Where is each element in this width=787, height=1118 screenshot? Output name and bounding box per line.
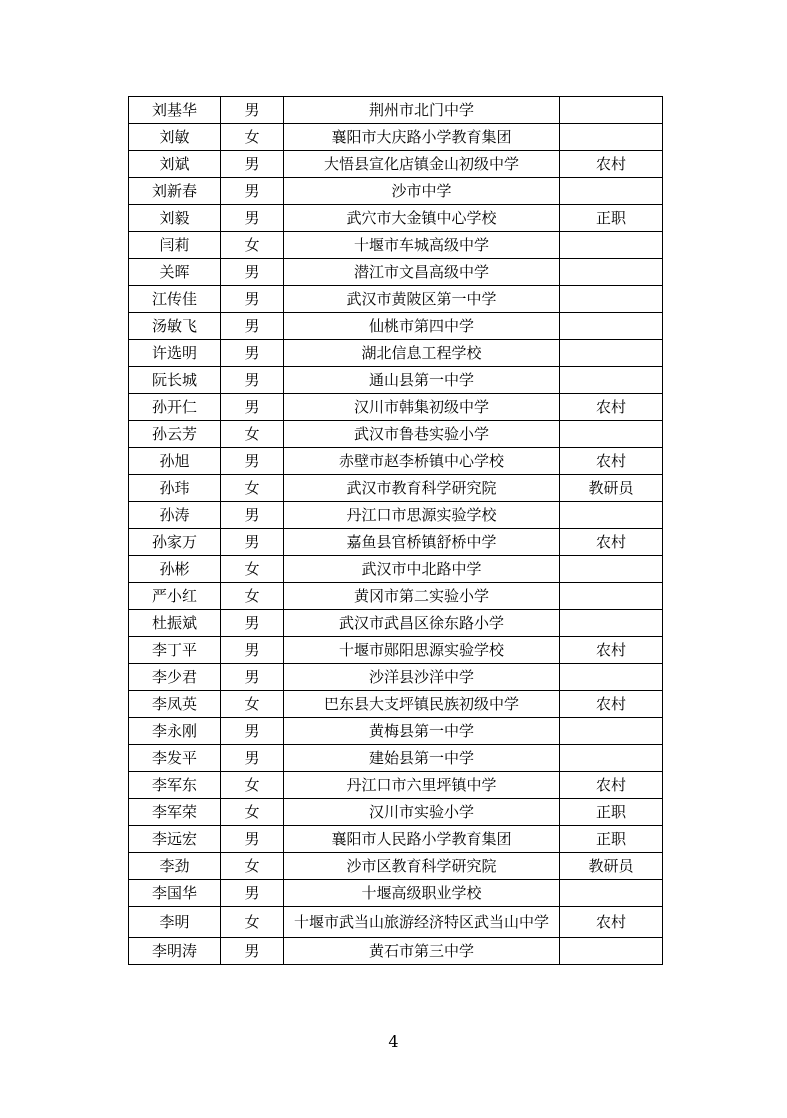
table-row <box>129 745 663 772</box>
table-row <box>129 691 663 718</box>
gender-cell: 男 <box>221 637 284 664</box>
gender-cell: 女 <box>221 421 284 448</box>
note-cell <box>560 232 663 259</box>
school-cell: 武汉市武昌区徐东路小学 <box>284 610 560 637</box>
gender-cell: 男 <box>221 664 284 691</box>
name-cell: 李国华 <box>129 880 221 907</box>
table-row <box>129 637 663 664</box>
gender-cell: 女 <box>221 124 284 151</box>
note-cell <box>560 938 663 965</box>
school-cell: 武汉市教育科学研究院 <box>284 475 560 502</box>
gender-cell: 男 <box>221 448 284 475</box>
gender-cell: 男 <box>221 938 284 965</box>
note-cell <box>560 502 663 529</box>
note-cell <box>560 745 663 772</box>
school-cell: 汉川市实验小学 <box>284 799 560 826</box>
note-cell <box>560 880 663 907</box>
gender-cell: 男 <box>221 151 284 178</box>
table-row <box>129 664 663 691</box>
note-cell: 正职 <box>560 799 663 826</box>
name-cell: 李永刚 <box>129 718 221 745</box>
table-row <box>129 938 663 965</box>
school-cell: 潜江市文昌高级中学 <box>284 259 560 286</box>
name-cell: 李远宏 <box>129 826 221 853</box>
gender-cell: 男 <box>221 718 284 745</box>
note-cell: 农村 <box>560 691 663 718</box>
name-cell: 李明涛 <box>129 938 221 965</box>
roster-body <box>129 97 663 965</box>
school-cell: 黄石市第三中学 <box>284 938 560 965</box>
note-cell <box>560 556 663 583</box>
name-cell: 李少君 <box>129 664 221 691</box>
school-cell: 黄冈市第二实验小学 <box>284 583 560 610</box>
name-cell: 孙家万 <box>129 529 221 556</box>
table-row <box>129 205 663 232</box>
table-row <box>129 529 663 556</box>
table-row <box>129 178 663 205</box>
note-cell <box>560 178 663 205</box>
note-cell: 农村 <box>560 637 663 664</box>
school-cell: 武汉市中北路中学 <box>284 556 560 583</box>
table-row <box>129 502 663 529</box>
note-cell: 农村 <box>560 772 663 799</box>
school-cell: 沙市区教育科学研究院 <box>284 853 560 880</box>
gender-cell: 女 <box>221 232 284 259</box>
gender-cell: 女 <box>221 799 284 826</box>
name-cell: 李凤英 <box>129 691 221 718</box>
table-row <box>129 151 663 178</box>
school-cell: 武汉市黄陂区第一中学 <box>284 286 560 313</box>
note-cell <box>560 313 663 340</box>
school-cell: 通山县第一中学 <box>284 367 560 394</box>
name-cell: 江传佳 <box>129 286 221 313</box>
table-row <box>129 583 663 610</box>
note-cell: 农村 <box>560 907 663 938</box>
school-cell: 大悟县宣化店镇金山初级中学 <box>284 151 560 178</box>
note-cell <box>560 421 663 448</box>
table-row <box>129 421 663 448</box>
school-cell: 黄梅县第一中学 <box>284 718 560 745</box>
gender-cell: 女 <box>221 475 284 502</box>
name-cell: 李丁平 <box>129 637 221 664</box>
school-cell: 嘉鱼县官桥镇舒桥中学 <box>284 529 560 556</box>
gender-cell: 男 <box>221 313 284 340</box>
gender-cell: 男 <box>221 610 284 637</box>
gender-cell: 女 <box>221 772 284 799</box>
table-row <box>129 799 663 826</box>
note-cell <box>560 97 663 124</box>
table-row <box>129 232 663 259</box>
school-cell: 仙桃市第四中学 <box>284 313 560 340</box>
school-cell: 赤壁市赵李桥镇中心学校 <box>284 448 560 475</box>
table-row <box>129 259 663 286</box>
table-row <box>129 367 663 394</box>
school-cell: 襄阳市人民路小学教育集团 <box>284 826 560 853</box>
note-cell: 正职 <box>560 826 663 853</box>
name-cell: 孙云芳 <box>129 421 221 448</box>
name-cell: 刘新春 <box>129 178 221 205</box>
school-cell: 荆州市北门中学 <box>284 97 560 124</box>
school-cell: 沙洋县沙洋中学 <box>284 664 560 691</box>
school-cell: 襄阳市大庆路小学教育集团 <box>284 124 560 151</box>
school-cell: 丹江口市六里坪镇中学 <box>284 772 560 799</box>
table-row <box>129 124 663 151</box>
school-cell: 湖北信息工程学校 <box>284 340 560 367</box>
school-cell: 巴东县大支坪镇民族初级中学 <box>284 691 560 718</box>
note-cell: 教研员 <box>560 853 663 880</box>
school-cell: 十堰市武当山旅游经济特区武当山中学 <box>284 907 560 938</box>
table-row <box>129 853 663 880</box>
name-cell: 孙开仁 <box>129 394 221 421</box>
gender-cell: 男 <box>221 880 284 907</box>
note-cell: 教研员 <box>560 475 663 502</box>
note-cell: 正职 <box>560 205 663 232</box>
gender-cell: 女 <box>221 907 284 938</box>
school-cell: 十堰高级职业学校 <box>284 880 560 907</box>
name-cell: 孙玮 <box>129 475 221 502</box>
note-cell <box>560 367 663 394</box>
table-row <box>129 772 663 799</box>
name-cell: 李军东 <box>129 772 221 799</box>
name-cell: 严小红 <box>129 583 221 610</box>
note-cell <box>560 340 663 367</box>
name-cell: 孙涛 <box>129 502 221 529</box>
gender-cell: 男 <box>221 394 284 421</box>
note-cell <box>560 610 663 637</box>
note-cell <box>560 718 663 745</box>
name-cell: 孙彬 <box>129 556 221 583</box>
note-cell <box>560 664 663 691</box>
table-row <box>129 313 663 340</box>
gender-cell: 男 <box>221 367 284 394</box>
note-cell <box>560 286 663 313</box>
page-number: 4 <box>388 1032 399 1051</box>
gender-cell: 男 <box>221 502 284 529</box>
name-cell: 刘基华 <box>129 97 221 124</box>
table-row <box>129 340 663 367</box>
name-cell: 孙旭 <box>129 448 221 475</box>
table-row <box>129 907 663 938</box>
name-cell: 汤敏飞 <box>129 313 221 340</box>
note-cell: 农村 <box>560 151 663 178</box>
name-cell: 刘敏 <box>129 124 221 151</box>
name-cell: 李发平 <box>129 745 221 772</box>
gender-cell: 男 <box>221 286 284 313</box>
name-cell: 阮长城 <box>129 367 221 394</box>
gender-cell: 男 <box>221 340 284 367</box>
note-cell: 农村 <box>560 448 663 475</box>
school-cell: 十堰市车城高级中学 <box>284 232 560 259</box>
table-row <box>129 610 663 637</box>
gender-cell: 男 <box>221 205 284 232</box>
table-row <box>129 475 663 502</box>
note-cell: 农村 <box>560 529 663 556</box>
teacher-roster-table <box>128 96 663 965</box>
table-row <box>129 394 663 421</box>
name-cell: 刘毅 <box>129 205 221 232</box>
school-cell: 丹江口市思源实验学校 <box>284 502 560 529</box>
school-cell: 十堰市郧阳思源实验学校 <box>284 637 560 664</box>
name-cell: 闫莉 <box>129 232 221 259</box>
gender-cell: 男 <box>221 529 284 556</box>
gender-cell: 男 <box>221 826 284 853</box>
table-row <box>129 556 663 583</box>
table-row <box>129 97 663 124</box>
gender-cell: 男 <box>221 745 284 772</box>
school-cell: 建始县第一中学 <box>284 745 560 772</box>
note-cell <box>560 583 663 610</box>
gender-cell: 男 <box>221 97 284 124</box>
name-cell: 刘斌 <box>129 151 221 178</box>
gender-cell: 男 <box>221 178 284 205</box>
name-cell: 关晖 <box>129 259 221 286</box>
school-cell: 武汉市鲁巷实验小学 <box>284 421 560 448</box>
name-cell: 李明 <box>129 907 221 938</box>
table-row <box>129 286 663 313</box>
note-cell: 农村 <box>560 394 663 421</box>
gender-cell: 女 <box>221 583 284 610</box>
gender-cell: 女 <box>221 853 284 880</box>
gender-cell: 男 <box>221 259 284 286</box>
table-row <box>129 826 663 853</box>
note-cell <box>560 259 663 286</box>
table-row <box>129 718 663 745</box>
gender-cell: 女 <box>221 691 284 718</box>
school-cell: 武穴市大金镇中心学校 <box>284 205 560 232</box>
school-cell: 汉川市韩集初级中学 <box>284 394 560 421</box>
name-cell: 许选明 <box>129 340 221 367</box>
note-cell <box>560 124 663 151</box>
name-cell: 李军荣 <box>129 799 221 826</box>
table-row <box>129 880 663 907</box>
table-row <box>129 448 663 475</box>
gender-cell: 女 <box>221 556 284 583</box>
name-cell: 杜振斌 <box>129 610 221 637</box>
name-cell: 李劲 <box>129 853 221 880</box>
school-cell: 沙市中学 <box>284 178 560 205</box>
